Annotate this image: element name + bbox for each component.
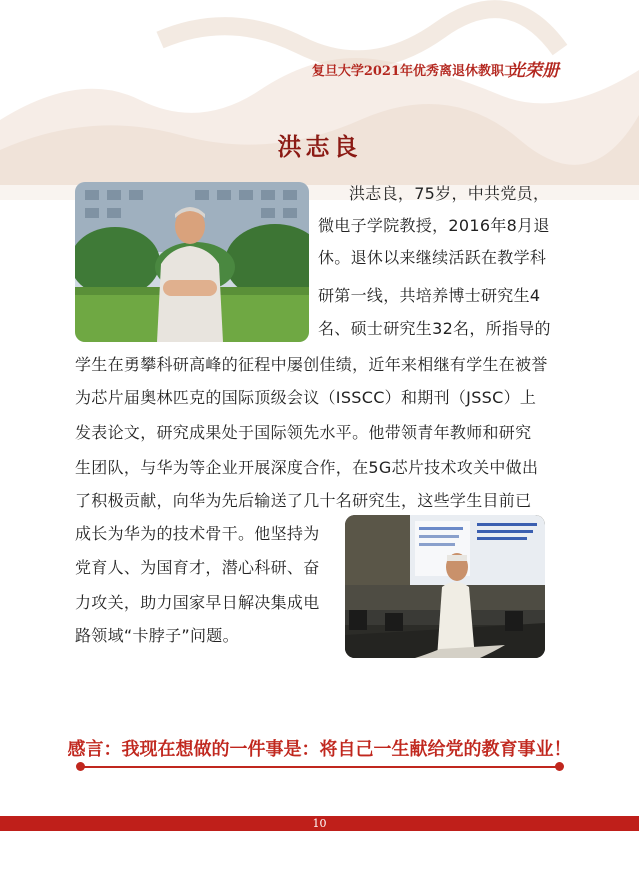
- body-line: 名、硕士研究生32名，所指导的: [318, 319, 551, 338]
- body-line: 路领域“卡脖子”问题。: [75, 626, 239, 645]
- body-line: 发表论文，研究成果处于国际领先水平。他带领青年教师和研究: [75, 423, 532, 442]
- mountain-background: [0, 0, 639, 200]
- header-title: 复旦大学2021年优秀离退休教职工: [311, 64, 517, 79]
- body-line: 党育人、为国育才，潜心科研、奋: [75, 558, 320, 577]
- lecture-photo: [345, 515, 545, 658]
- body-line: 洪志良，75岁，中共党员，: [349, 184, 550, 203]
- body-line: 微电子学院教授，2016年8月退: [318, 216, 550, 235]
- page-number: 10: [312, 817, 327, 830]
- body-line: 成长为华为的技术骨干。他坚持为: [75, 524, 320, 543]
- body-line: 生团队，与华为等企业开展深度合作，在5G芯片技术攻关中做出: [75, 458, 539, 477]
- divider-dot-left: [76, 762, 85, 771]
- body-line: 研第一线，共培养博士研究生4: [318, 286, 541, 305]
- body-line: 学生在勇攀科研高峰的征程中屡创佳绩，近年来相继有学生在被誉: [75, 355, 548, 374]
- body-line: 了积极贡献，向华为先后输送了几十名研究生，这些学生目前已: [75, 491, 532, 510]
- motto-divider: [80, 766, 560, 768]
- body-line: 休。退休以来继续活跃在教学科: [318, 248, 547, 267]
- page-title: 洪志良: [277, 132, 362, 161]
- body-line: 力攻关，助力国家早日解决集成电: [75, 593, 320, 612]
- portrait-photo: [75, 182, 309, 342]
- body-line: 为芯片届奥林匹克的国际顶级会议（ISSCC）和期刊（JSSC）上: [75, 388, 537, 407]
- header-honor-roll: 光荣册: [508, 61, 559, 81]
- motto: 感言：我现在想做的一件事是：将自己一生献给党的教育事业！: [67, 739, 572, 760]
- divider-dot-right: [555, 762, 564, 771]
